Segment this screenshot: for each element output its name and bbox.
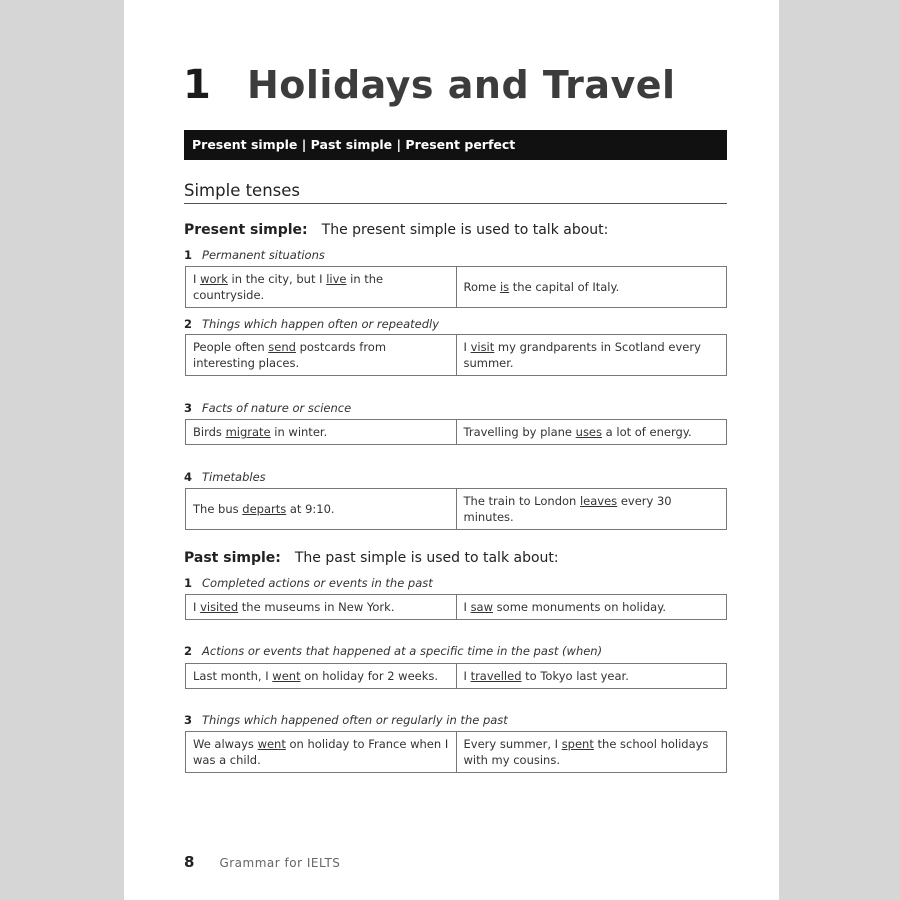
item-text: Actions or events that happened at a specific time in the past (when) xyxy=(202,644,603,658)
example-left: I work in the city, but I live in the countryside. xyxy=(186,267,457,308)
item-label xyxy=(184,713,508,727)
past-simple-heading xyxy=(184,550,559,566)
item-text: Things which happen often or repeatedly xyxy=(202,317,440,331)
item-number: 3 xyxy=(184,713,193,727)
underlined-verb: uses xyxy=(575,425,603,439)
chapter-heading xyxy=(183,60,676,110)
document-page xyxy=(124,0,779,900)
example-left: Birds migrate in winter. xyxy=(186,420,457,445)
example-right: I saw some monuments on holiday. xyxy=(456,595,727,620)
example-left: The bus departs at 9:10. xyxy=(186,489,457,530)
underlined-verb: live xyxy=(326,272,347,286)
underlined-verb: visited xyxy=(200,600,239,614)
example-table xyxy=(185,488,727,530)
example-table xyxy=(185,663,727,689)
page-number: 8 xyxy=(184,853,195,871)
item-text: Timetables xyxy=(202,470,266,484)
item-label xyxy=(184,317,439,331)
example-right: I travelled to Tokyo last year. xyxy=(456,664,727,689)
underlined-verb: visit xyxy=(470,340,495,354)
underlined-verb: saw xyxy=(470,600,494,614)
item-label xyxy=(184,401,351,415)
chapter-number: 1 xyxy=(183,62,211,108)
item-number: 3 xyxy=(184,401,193,415)
underlined-verb: work xyxy=(200,272,228,286)
item-label xyxy=(184,470,266,484)
underlined-verb: departs xyxy=(242,502,287,516)
example-table xyxy=(185,266,727,308)
item-number: 1 xyxy=(184,576,193,590)
example-table xyxy=(185,731,727,773)
present-simple-label: Present simple: xyxy=(184,222,308,238)
present-simple-heading xyxy=(184,222,608,238)
underlined-verb: went xyxy=(257,737,286,751)
underlined-verb: spent xyxy=(561,737,594,751)
past-simple-intro: The past simple is used to talk about: xyxy=(294,550,559,566)
example-left: We always went on holiday to France when I was a child. xyxy=(186,732,457,773)
underlined-verb: went xyxy=(272,669,301,683)
item-text: Permanent situations xyxy=(202,248,325,262)
example-left: Last month, I went on holiday for 2 weeks. xyxy=(186,664,457,689)
example-table xyxy=(185,334,727,376)
item-text: Facts of nature or science xyxy=(202,401,352,415)
present-simple-intro: The present simple is used to talk about: xyxy=(321,222,609,238)
past-simple-label: Past simple: xyxy=(184,550,281,566)
example-right: I visit my grandparents in Scotland every summer. xyxy=(456,335,727,376)
item-number: 4 xyxy=(184,470,193,484)
item-label xyxy=(184,644,602,658)
underlined-verb: send xyxy=(268,340,296,354)
example-table xyxy=(185,419,727,445)
topic-bar: Present simple | Past simple | Present perfect xyxy=(184,130,727,160)
item-number: 1 xyxy=(184,248,193,262)
chapter-title: Holidays and Travel xyxy=(247,63,676,107)
example-left: I visited the museums in New York. xyxy=(186,595,457,620)
item-number: 2 xyxy=(184,317,193,331)
example-right: Every summer, I spent the school holidays with my cousins. xyxy=(456,732,727,773)
underlined-verb: migrate xyxy=(225,425,271,439)
item-text: Completed actions or events in the past xyxy=(202,576,433,590)
item-label xyxy=(184,248,325,262)
example-right: Rome is the capital of Italy. xyxy=(456,267,727,308)
item-text: Things which happened often or regularly in the past xyxy=(202,713,508,727)
item-label xyxy=(184,576,433,590)
page-footer xyxy=(184,853,340,871)
underlined-verb: travelled xyxy=(470,669,522,683)
example-right: Travelling by plane uses a lot of energy. xyxy=(456,420,727,445)
section-title: Simple tenses xyxy=(184,181,727,204)
book-title: Grammar for IELTS xyxy=(219,856,341,870)
example-left: People often send postcards from interesting places. xyxy=(186,335,457,376)
example-right: The train to London leaves every 30 minutes. xyxy=(456,489,727,530)
example-table xyxy=(185,594,727,620)
item-number: 2 xyxy=(184,644,193,658)
underlined-verb: is xyxy=(499,280,510,294)
underlined-verb: leaves xyxy=(579,494,618,508)
